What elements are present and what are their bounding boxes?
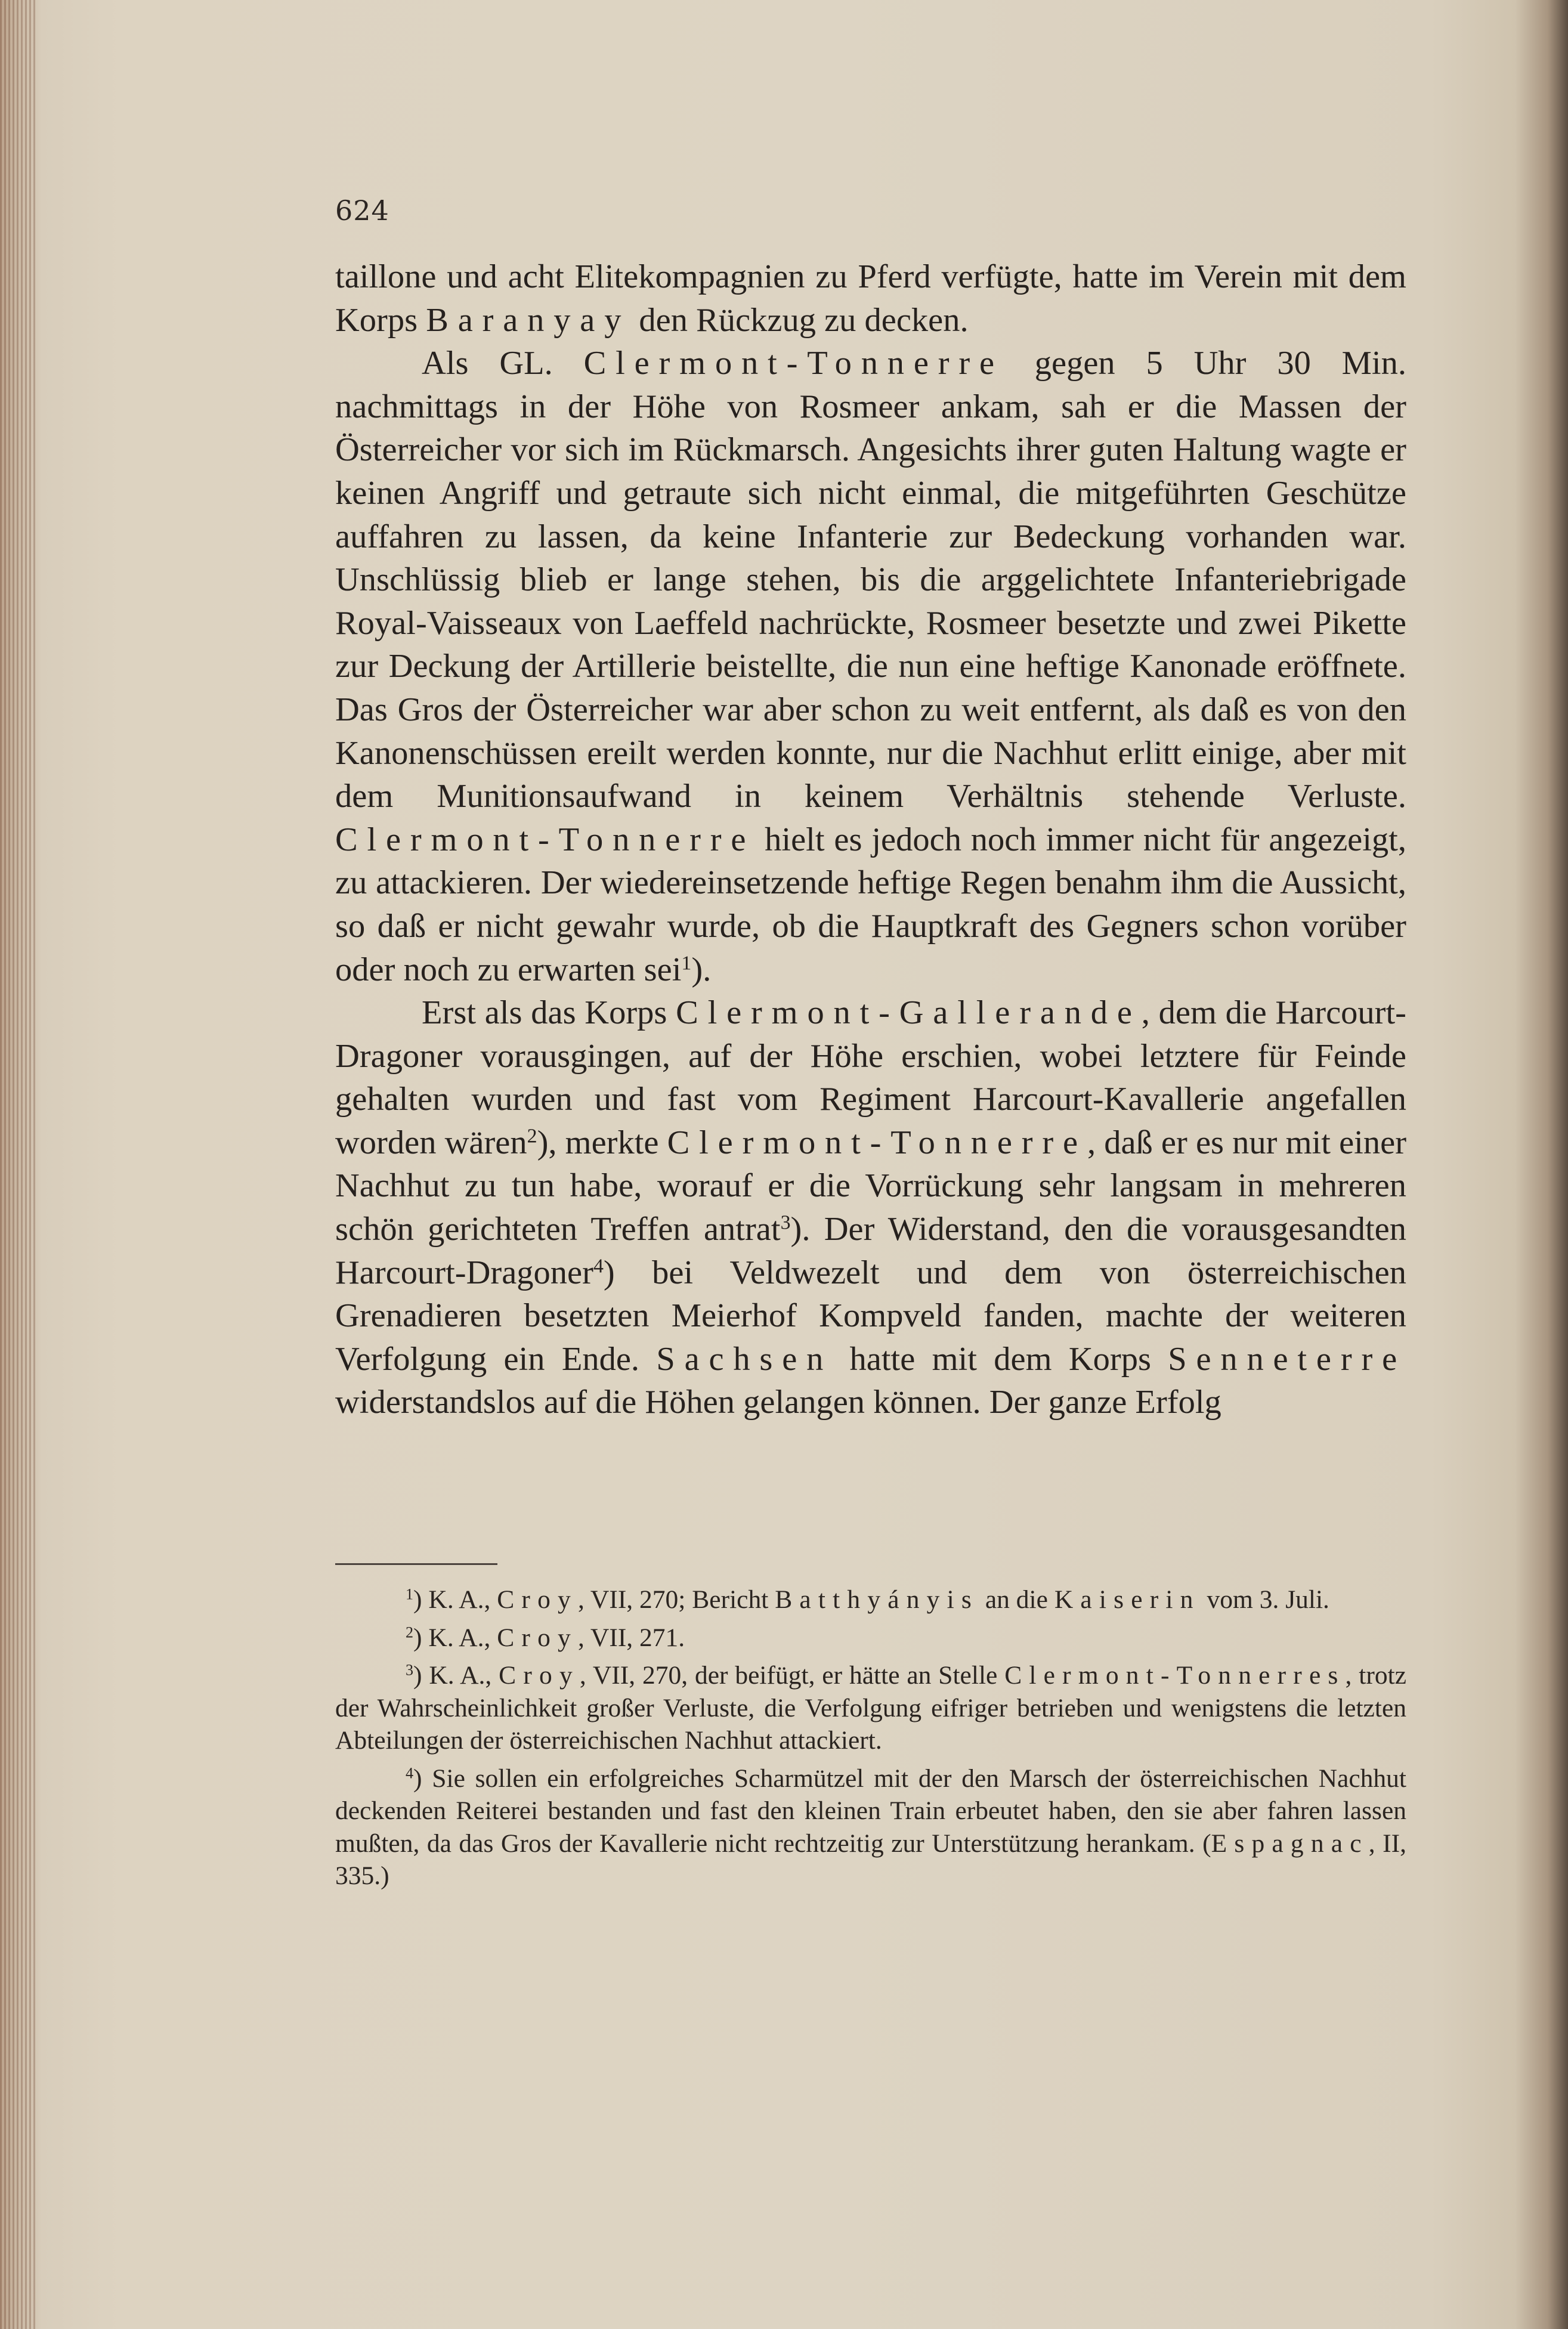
text-run: , daß er es nur mit einer Nachhut zu tun habe, worauf er die Vorrückung sehr langsam in mehreren schön gerichteten Treffen antrat — [335, 1124, 1407, 1248]
footnote-4 — [335, 1762, 1406, 1892]
text-run: , II, 335.) — [335, 1829, 1406, 1890]
spaced-name: Clermont-Tonnerre — [583, 345, 1004, 382]
spaced-name: Croy — [499, 1661, 580, 1690]
text-run: , VII, 270, der beifügt, er hätte an Stelle — [579, 1661, 1005, 1690]
text-run: ) K. A., — [413, 1623, 497, 1652]
footnote-3 — [335, 1659, 1406, 1757]
text-run: ) K. A., — [413, 1585, 497, 1614]
footnote-1 — [335, 1583, 1406, 1616]
text-run: Als GL. — [422, 345, 584, 382]
text-run: widerstandslos auf die Höhen gelangen können. Der ganze Erfolg — [335, 1384, 1221, 1421]
footnote-ref: 1 — [681, 951, 692, 974]
text-run: , dem die Harcourt-Dragoner vorausgingen, auf der Höhe erschien, wobei letztere für Feinde gehalten wurden und fast vom Regiment Harcourt-Kavallerie angefallen worden wären — [335, 994, 1406, 1161]
footnote-marker: 4 — [406, 1764, 414, 1782]
text-run: an die — [978, 1585, 1054, 1614]
paragraph-2 — [335, 342, 1406, 991]
text-run: ), merkte — [537, 1124, 667, 1161]
spaced-name: Baranyay — [426, 301, 631, 339]
page-number: 624 — [335, 194, 389, 227]
text-run: , VII, 270; Bericht — [577, 1585, 775, 1614]
spaced-name: Croy — [497, 1585, 578, 1614]
footnote-marker: 2 — [406, 1623, 414, 1641]
spaced-name: Clermont-Tonnerre — [667, 1124, 1087, 1161]
spaced-name: Clermont-Gallerande — [676, 994, 1142, 1032]
text-run: vom 3. Juli. — [1200, 1585, 1329, 1614]
text-run: ) bei Veldwezelt und dem von österreichischen Grenadieren besetzten Meierhof Kompveld fanden, machte der weiteren Verfolgung ein Ende. — [335, 1254, 1406, 1378]
text-run: , VII, 271. — [577, 1623, 685, 1652]
text-run: ). Der Widerstand, den die vorausgesandten Harcourt-Dragoner — [335, 1211, 1406, 1291]
footnote-ref: 3 — [780, 1211, 791, 1234]
footnotes — [335, 1583, 1406, 1898]
text-run: Erst als das Korps — [422, 994, 676, 1032]
paragraph-1 — [335, 255, 1406, 342]
text-run: den Rückzug zu decken. — [630, 301, 969, 339]
spaced-name: Sachsen — [656, 1340, 833, 1378]
text-run: ) K. A., — [413, 1661, 499, 1690]
footnote-marker: 1 — [406, 1585, 414, 1603]
spaced-name: Kaiserin — [1054, 1585, 1201, 1614]
text-run: , trotz der Wahrscheinlichkeit großer Verluste, die Verfolgung eifriger betrieben und wenigstens die letzten Abteilungen der österreichischen Nachhut attackiert. — [335, 1661, 1406, 1755]
spaced-name: Espagnac — [1211, 1829, 1369, 1858]
text-run: gegen 5 Uhr 30 Min. nachmittags in der Höhe von Rosmeer ankam, sah er die Massen der Österreicher vor sich im Rückmarsch. Angesichts ihrer guten Haltung wagte er keinen Angriff und getraute sich nicht einmal, die mitgeführten Geschütze auffahren zu lassen, da keine Infanterie zur Bedeckung vorhanden war. Unschlüssig blieb er lange stehen, bis die arggelichtete Infanteriebrigade Royal-Vaisseaux von Laeffeld nachrückte, Rosmeer besetzte und zwei Pikette zur Deckung der Artillerie beistellte, die nun eine heftige Kanonade eröffnete. Das Gros der Österreicher war aber schon zu weit entfernt, als daß es von den Kanonenschüssen ereilt werden konnte, nur die Nachhut erlitt einige, aber mit dem Munitionsaufwand in keinem Verhältnis stehende Verluste. — [335, 345, 1406, 815]
spaced-name: Senneterre — [1168, 1340, 1406, 1378]
paragraph-3 — [335, 991, 1406, 1424]
spaced-name: Batthyányis — [775, 1585, 979, 1614]
text-run: ). — [691, 951, 712, 988]
footnote-divider — [335, 1563, 497, 1565]
spaced-name: Clermont-Tonnerre — [335, 821, 756, 858]
footnote-ref: 2 — [527, 1125, 537, 1148]
text-run: ) Sie sollen ein erfolgreiches Scharmützel mit der den Marsch der österreichischen Nachhut deckenden Reiterei bestanden und fast den kleinen Train erbeutet haben, den sie aber fahren lassen mußten, da das Gros der Kavallerie nicht rechtzeitig zur Unterstützung herankam. ( — [335, 1764, 1406, 1858]
footnote-2 — [335, 1622, 1406, 1654]
spaced-name: Croy — [497, 1623, 578, 1652]
main-text — [335, 255, 1406, 1424]
footnote-ref: 4 — [593, 1255, 604, 1278]
text-run: hatte mit dem Korps — [833, 1340, 1168, 1378]
text-run: hielt es jedoch noch immer nicht für angezeigt, zu attackieren. Der wiedereinsetzende heftige Regen benahm ihm die Aussicht, so daß er nicht gewahr wurde, ob die Hauptkraft des Gegners schon vorüber oder noch zu erwarten sei — [335, 821, 1406, 988]
spaced-name: Clermont-Tonnerres — [1004, 1661, 1346, 1690]
footnote-marker: 3 — [406, 1661, 414, 1679]
text-run: taillone und acht Elitekompagnien zu Pferd verfügte, hatte im Verein mit dem Korps — [335, 258, 1406, 339]
